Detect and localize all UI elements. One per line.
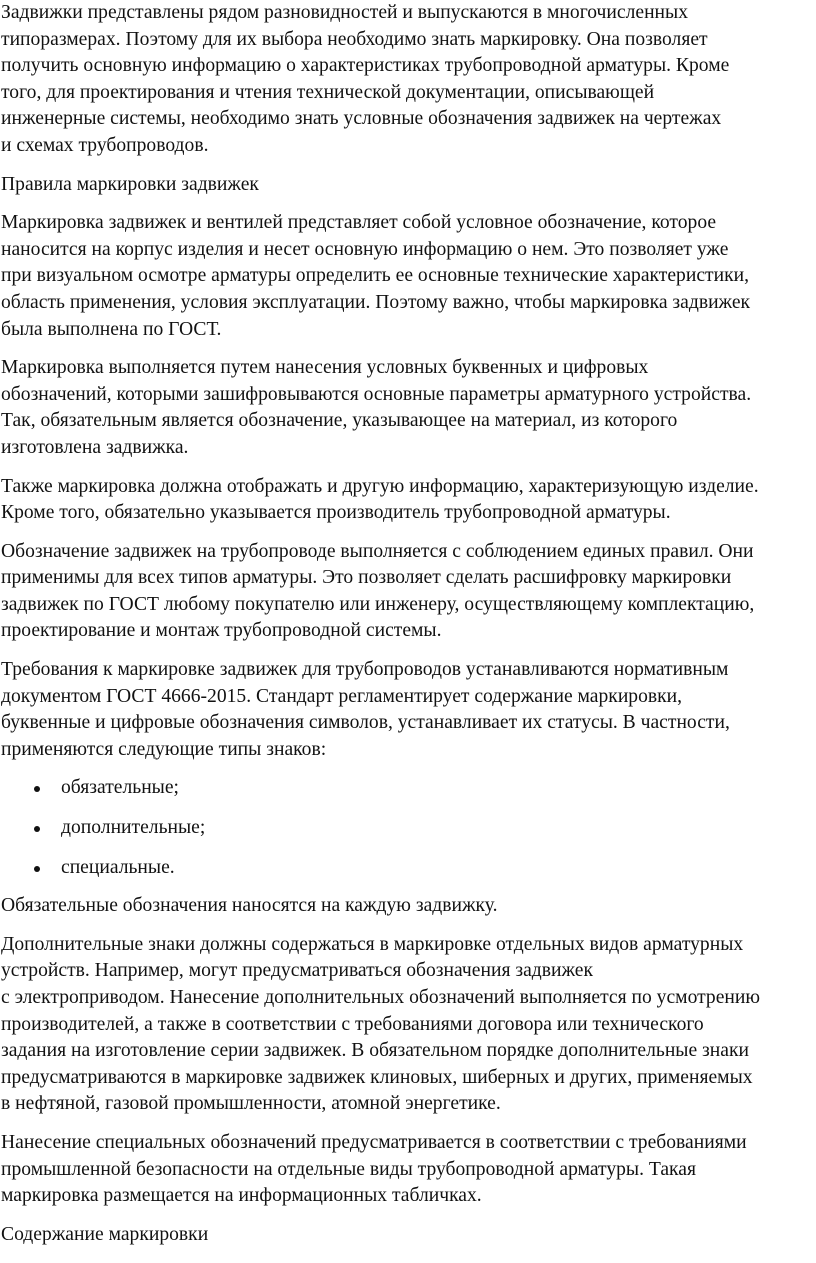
paragraph-additional: [1, 932, 816, 1118]
text-line: Маркировка выполняется путем нанесения условных буквенных и цифровых: [1, 357, 649, 379]
text-line: производителей, а также в соответствии с требованиями договора или технического: [1, 1013, 704, 1035]
text-line: с электроприводом. Нанесение дополнительных обозначений выполняется по усмотрению: [1, 987, 761, 1008]
section-heading-rules: Правила маркировки задвижек: [1, 173, 259, 195]
list-item-label: дополнительные;: [61, 817, 206, 839]
text-line: Обозначение задвижек на трубопроводе выполняется с соблюдением единых правил. Они: [1, 540, 754, 562]
text-line: в нефтяной, газовой промышленности, атомной энергетике.: [1, 1093, 501, 1115]
sign-types-list: [1, 775, 816, 881]
text-line: была выполнена по ГОСТ.: [1, 318, 222, 340]
text-line: область применения, условия эксплуатации. Поэтому важно, чтобы маркировка задвижек: [1, 291, 751, 313]
text-line: применяются следующие типы знаков:: [1, 738, 327, 760]
text-line: Кроме того, обязательно указывается производитель трубопроводной арматуры.: [1, 502, 671, 524]
paragraph-special: [1, 1130, 816, 1210]
text-line: буквенные и цифровые обозначения символов, устанавливает их статусы. В частности,: [1, 712, 730, 734]
text-line: документом ГОСТ 4666-2015. Стандарт регламентирует содержание маркировки,: [1, 685, 683, 707]
text-line: и схемах трубопроводов.: [1, 134, 209, 156]
text-line: инженерные системы, необходимо знать условные обозначения задвижек на чертежах: [1, 108, 722, 130]
list-item: [1, 775, 816, 802]
list-item: [1, 815, 816, 842]
text-line: при визуальном осмотре арматуры определить ее основные технические характеристики,: [1, 265, 749, 287]
text-line: промышленной безопасности на отдельные виды трубопроводной арматуры. Такая: [1, 1158, 696, 1180]
text-line: обозначений, которыми зашифровываются основные параметры арматурного устройства.: [1, 383, 752, 405]
text-line: устройств. Например, могут предусматриваться обозначения задвижек: [1, 960, 594, 982]
text-line: предусматриваются в маркировке задвижек клиновых, шиберных и других, применяемых: [1, 1066, 753, 1088]
text-line: проектирование и монтаж трубопроводной системы.: [1, 620, 442, 642]
text-line: Задвижки представлены рядом разновидностей и выпускаются в многочисленных: [1, 2, 688, 23]
text-line: Требования к маркировке задвижек для трубопроводов устанавливаются нормативным: [1, 659, 729, 681]
paragraph-mandatory: Обязательные обозначения наносятся на каждую задвижку.: [1, 895, 498, 917]
paragraph-other-info: [1, 474, 816, 527]
text-line: Нанесение специальных обозначений предусматривается в соответствии с требованиями: [1, 1131, 747, 1153]
text-line: маркировка размещается на информационных табличках.: [1, 1185, 482, 1207]
bullet-icon: [34, 826, 40, 832]
text-line: применимы для всех типов арматуры. Это позволяет сделать расшифровку маркировки: [1, 567, 732, 589]
text-line: Дополнительные знаки должны содержаться в маркировке отдельных видов арматурных: [1, 933, 744, 955]
text-line: получить основную информацию о характеристиках трубопроводной арматуры. Кроме: [1, 55, 730, 77]
paragraph-marking: [1, 210, 816, 343]
paragraph-method: [1, 355, 816, 461]
bullet-icon: [34, 786, 40, 792]
text-line: изготовлена задвижка.: [1, 436, 189, 458]
text-line: задания на изготовление серии задвижек. В обязательном порядке дополнительные знаки: [1, 1040, 749, 1062]
paragraph-gost: [1, 657, 816, 763]
paragraph-rules: [1, 539, 816, 645]
text-line: типоразмерах. Поэтому для их выбора необходимо знать маркировку. Она позволяет: [1, 28, 708, 50]
text-line: Также маркировка должна отображать и другую информацию, характеризующую изделие.: [1, 475, 759, 497]
list-item-label: обязательные;: [61, 777, 179, 799]
section-heading-content: Содержание маркировки: [1, 1223, 209, 1245]
list-item: [1, 855, 816, 882]
text-line: Маркировка задвижек и вентилей представляет собой условное обозначение, которое: [1, 212, 717, 234]
paragraph-intro: [1, 0, 816, 160]
text-line: задвижек по ГОСТ любому покупателю или инженеру, осуществляющему комплектацию,: [1, 593, 755, 615]
text-line: наносится на корпус изделия и несет основную информацию о нем. Это позволяет уже: [1, 238, 729, 260]
bullet-icon: [34, 866, 40, 872]
list-item-label: специальные.: [61, 856, 175, 878]
text-line: того, для проектирования и чтения технической документации, описывающей: [1, 81, 655, 103]
text-line: Так, обязательным является обозначение, указывающее на материал, из которого: [1, 410, 678, 432]
